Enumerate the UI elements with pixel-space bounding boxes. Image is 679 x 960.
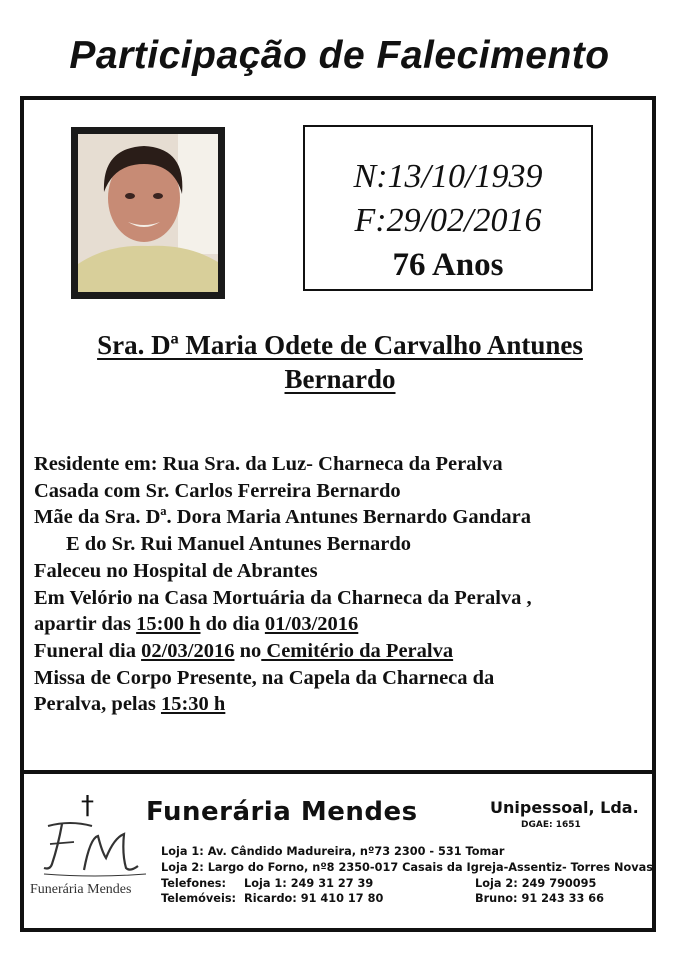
residence: Residente em: Rua Sra. da Luz- Charneca da Peralva bbox=[34, 453, 503, 475]
deceased-name bbox=[30, 328, 650, 396]
funeral-date: 02/03/2016 bbox=[141, 639, 235, 662]
mobiles-label: Telemóveis: bbox=[161, 892, 237, 905]
page-title: Participação de Falecimento bbox=[69, 34, 610, 77]
fm-logo bbox=[40, 818, 150, 878]
company-suffix: Unipessoal, Lda. bbox=[490, 798, 639, 817]
funeral-prefix: Funeral dia bbox=[34, 639, 142, 662]
mass-prefix: Peralva, pelas bbox=[34, 693, 161, 716]
cross-icon: † bbox=[81, 791, 94, 821]
logo-caption: Funerária Mendes bbox=[30, 882, 132, 897]
place-of-death: Faleceu no Hospital de Abrantes bbox=[34, 559, 318, 582]
wake-location: Em Velório na Casa Mortuária da Charneca da Peralva , bbox=[34, 586, 532, 609]
birth-date: N:13/10/1939 bbox=[353, 158, 543, 195]
company-name: Funerária Mendes bbox=[146, 797, 418, 827]
phone-store-2: Loja 2: 249 790095 bbox=[475, 877, 597, 890]
funeral-line bbox=[34, 638, 644, 665]
store-1-address: Loja 1: Av. Cândido Madureira, nº73 2300 - 531 Tomar bbox=[161, 845, 505, 858]
wake-date: 01/03/2016 bbox=[264, 613, 359, 636]
mobile-bruno: Bruno: 91 243 33 66 bbox=[475, 892, 605, 905]
dates-box bbox=[303, 125, 593, 291]
footer-divider bbox=[20, 770, 656, 774]
name-line-2: Bernardo bbox=[284, 364, 396, 394]
mass-time: 15:30 h bbox=[160, 693, 226, 716]
phones-label: Telefones: bbox=[161, 877, 227, 890]
deceased-photo bbox=[71, 127, 225, 299]
name-line-1: Sra. Dª Maria Odete de Carvalho Antunes bbox=[97, 330, 583, 360]
funeral-mid: no bbox=[234, 639, 262, 662]
child-2: E do Sr. Rui Manuel Antunes Bernardo bbox=[66, 533, 411, 556]
phone-store-1: Loja 1: 249 31 27 39 bbox=[244, 877, 374, 890]
age: 76 Anos bbox=[392, 247, 504, 283]
wake-time-line bbox=[34, 611, 644, 638]
wake-from-prefix: apartir das bbox=[34, 613, 137, 636]
child-1: Mãe da Sra. Dª. Dora Maria Antunes Bernardo Gandara bbox=[34, 506, 531, 529]
mobile-ricardo: Ricardo: 91 410 17 80 bbox=[244, 892, 384, 905]
store-2-address: Loja 2: Largo do Forno, nº8 2350-017 Casais da Igreja-Assentiz- Torres Novas bbox=[161, 861, 653, 874]
funeral-place: Cemitério da Peralva bbox=[261, 639, 454, 662]
mass-line-2 bbox=[34, 691, 644, 718]
spouse: Casada com Sr. Carlos Ferreira Bernardo bbox=[34, 479, 401, 502]
wake-time: 15:00 h bbox=[136, 613, 201, 636]
notice-details bbox=[34, 451, 644, 718]
death-date: F:29/02/2016 bbox=[354, 202, 542, 239]
wake-from-mid: do dia bbox=[200, 613, 265, 636]
dgae-number: DGAE: 1651 bbox=[521, 820, 581, 830]
mass-line-1: Missa de Corpo Presente, na Capela da Charneca da bbox=[34, 666, 495, 689]
